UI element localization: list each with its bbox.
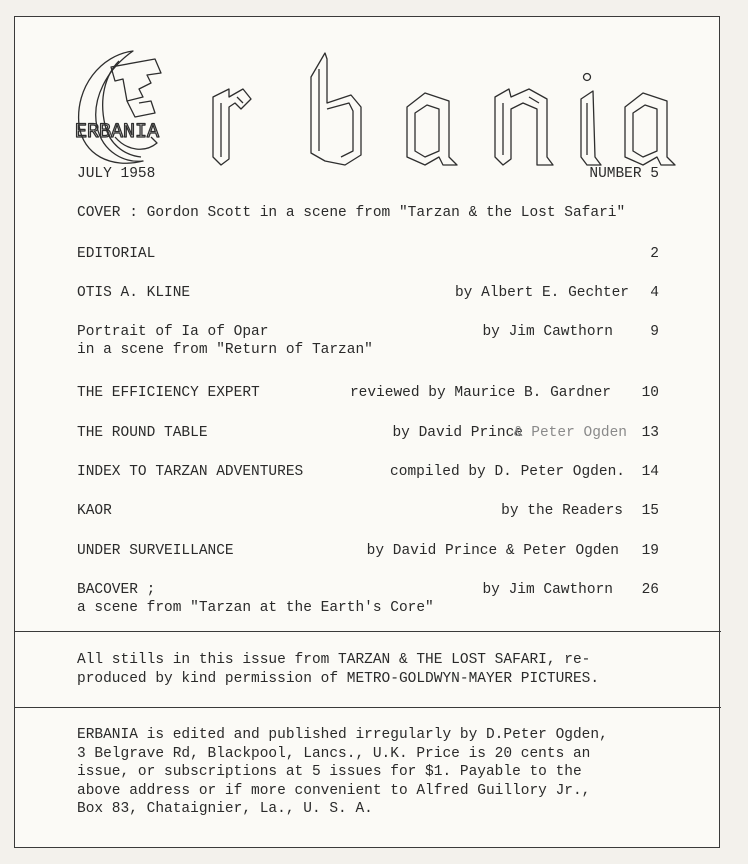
toc-author: compiled by D. Peter Ogden. bbox=[390, 464, 625, 480]
publisher-note-line: issue, or subscriptions at 5 issues for $1. Payable to the bbox=[77, 764, 582, 780]
toc-author-extra: & Peter Ogden bbox=[513, 425, 627, 441]
masthead-letter-a2 bbox=[625, 93, 675, 165]
toc-page: 19 bbox=[641, 543, 659, 559]
toc-title: Portrait of Ia of Opar bbox=[77, 324, 269, 340]
stills-note bbox=[77, 651, 687, 688]
toc-page: 26 bbox=[641, 582, 659, 598]
masthead-letter-i bbox=[581, 74, 601, 166]
masthead-letter-e bbox=[79, 51, 161, 163]
stills-note-line: produced by kind permission of METRO-GOLDWYN-MAYER PICTURES. bbox=[77, 670, 600, 687]
toc-author: by Jim Cawthorn bbox=[482, 324, 613, 340]
masthead bbox=[15, 17, 721, 177]
toc-subtitle: a scene from "Tarzan at the Earth's Core" bbox=[77, 600, 434, 616]
toc-author: by David Prince & Peter Ogden bbox=[366, 543, 619, 559]
magazine-page bbox=[14, 16, 720, 848]
toc-page: 14 bbox=[641, 464, 659, 480]
publisher-note-line: above address or if more convenient to Alfred Guillory Jr., bbox=[77, 782, 591, 799]
toc-page: 9 bbox=[650, 324, 659, 340]
publisher-note-line: Box 83, Chataignier, La., U. S. A. bbox=[77, 801, 373, 817]
masthead-letter-b bbox=[311, 53, 361, 165]
toc-author: by Albert E. Gechter bbox=[454, 285, 629, 301]
toc-title: UNDER SURVEILLANCE bbox=[77, 543, 234, 559]
toc-page: 13 bbox=[641, 425, 659, 441]
toc-author: by Jim Cawthorn bbox=[482, 582, 613, 598]
toc-title: OTIS A. KLINE bbox=[77, 285, 191, 301]
toc-page: 2 bbox=[650, 246, 659, 262]
toc-title: BACOVER ; bbox=[77, 582, 156, 598]
toc-subtitle: in a scene from "Return of Tarzan" bbox=[77, 342, 373, 358]
toc-title: KAOR bbox=[77, 503, 112, 519]
toc-author: by David Prince bbox=[392, 425, 523, 441]
toc-author: by the Readers bbox=[501, 503, 623, 519]
section-divider bbox=[15, 631, 721, 632]
toc-page: 4 bbox=[650, 285, 659, 301]
cover-text: COVER : Gordon Scott in a scene from "Tarzan & the Lost Safari" bbox=[77, 205, 626, 221]
masthead-logo bbox=[15, 17, 721, 177]
masthead-title: ERBANIA bbox=[75, 121, 160, 144]
publisher-note-line: ERBANIA is edited and published irregularly by D.Peter Ogden, bbox=[77, 727, 608, 743]
masthead-letter-r bbox=[213, 89, 251, 165]
masthead-letter-a bbox=[407, 93, 457, 165]
stills-note-line: All stills in this issue from TARZAN & THE LOST SAFARI, re- bbox=[77, 652, 591, 668]
issue-date: JULY 1958 bbox=[77, 166, 156, 182]
publisher-note bbox=[77, 726, 687, 819]
toc-title: THE ROUND TABLE bbox=[77, 425, 208, 441]
toc-author: reviewed by Maurice B. Gardner bbox=[349, 385, 611, 401]
publisher-note-line: 3 Belgrave Rd, Blackpool, Lancs., U.K. Price is 20 cents an bbox=[77, 745, 591, 762]
section-divider bbox=[15, 707, 721, 708]
toc-page: 10 bbox=[641, 385, 659, 401]
issue-number: NUMBER 5 bbox=[589, 166, 659, 182]
masthead-letter-n bbox=[495, 89, 553, 165]
toc-title: EDITORIAL bbox=[77, 246, 156, 262]
toc-page: 15 bbox=[641, 503, 659, 519]
toc-title: THE EFFICIENCY EXPERT bbox=[77, 385, 260, 401]
toc-title: INDEX TO TARZAN ADVENTURES bbox=[77, 464, 304, 480]
